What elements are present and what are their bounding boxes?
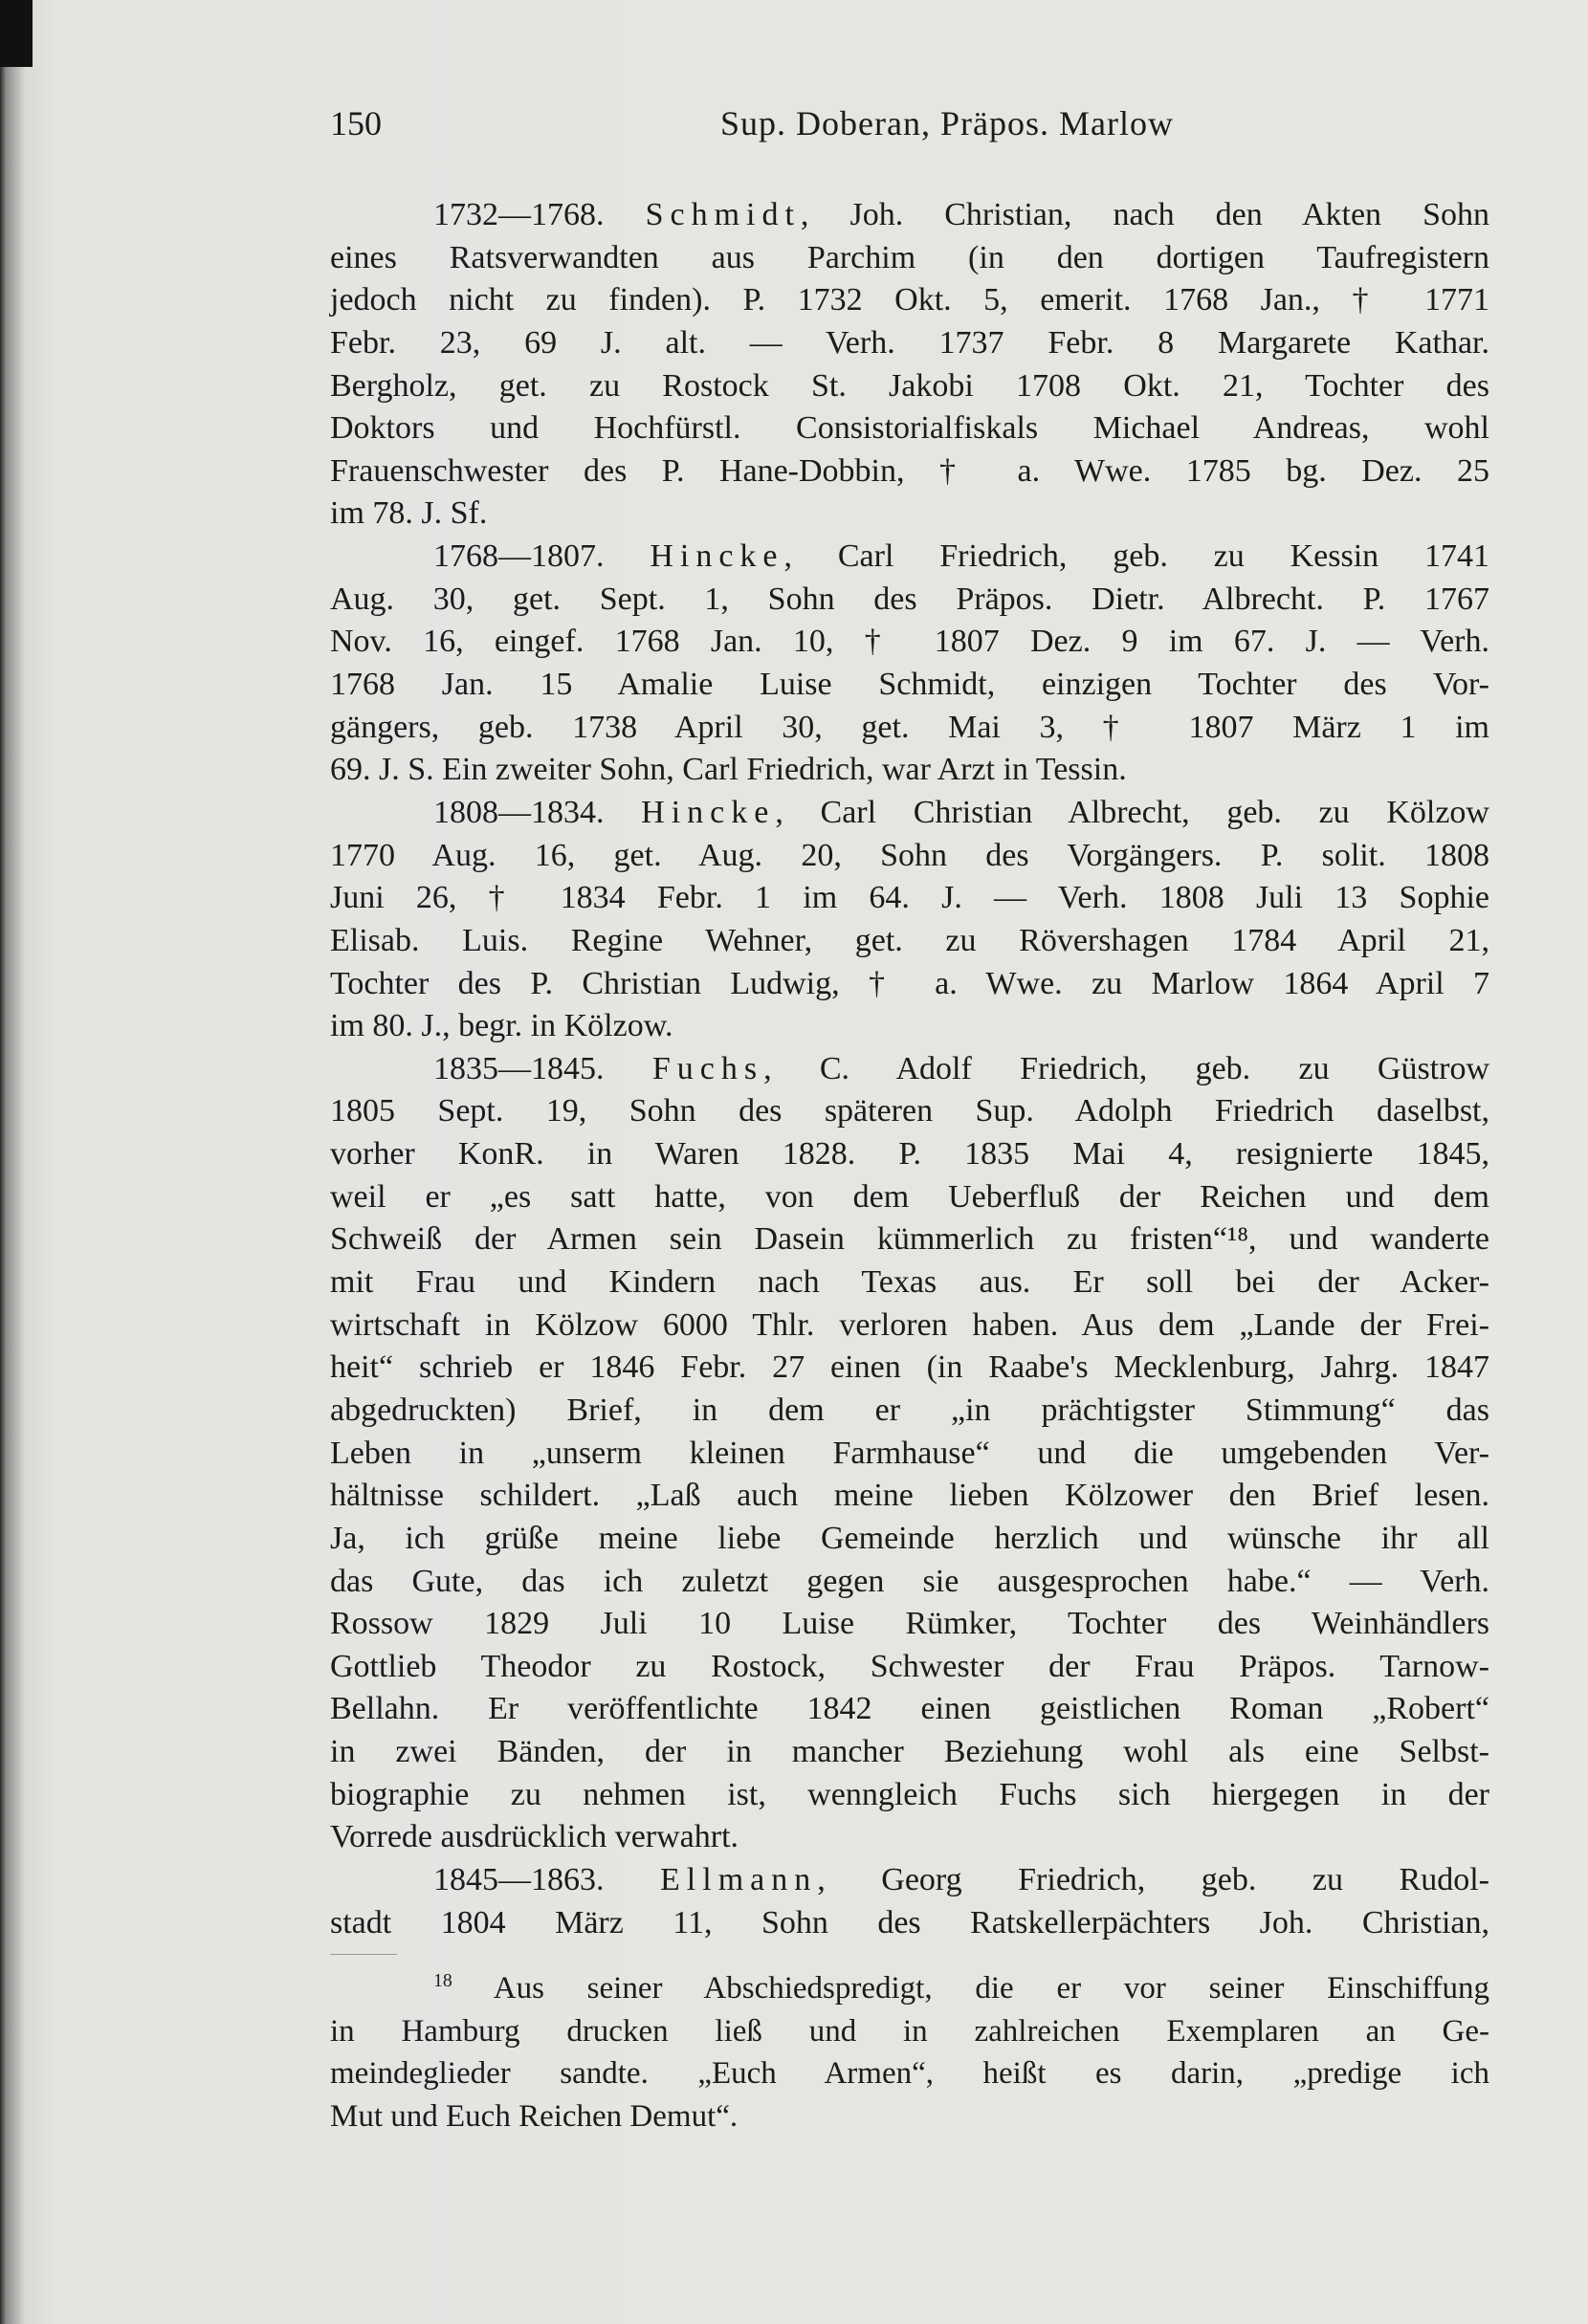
text-line bbox=[330, 194, 1489, 237]
text-line bbox=[330, 792, 1489, 835]
line-text: das Gute, das ich zuletzt gegen sie ausgesprochen habe.“ — Verh. bbox=[330, 1563, 1489, 1599]
line-text: Aug. 30, get. Sept. 1, Sohn des Präpos. Dietr. Albrecht. P. 1767 bbox=[330, 581, 1489, 617]
text-line bbox=[330, 1390, 1489, 1433]
text-line bbox=[330, 1731, 1489, 1774]
text-line bbox=[330, 322, 1489, 365]
line-text: Nov. 16, eingef. 1768 Jan. 10, † 1807 Dez. 9 im 67. J. — Verh. bbox=[330, 624, 1489, 660]
line-text: Ja, ich grüße meine liebe Gemeinde herzlich und wünsche ihr all bbox=[330, 1520, 1489, 1556]
footnote-line bbox=[330, 2052, 1489, 2095]
line-text: , Joh. Christian, nach den Akten Sohn bbox=[800, 197, 1490, 232]
line-text: meindeglieder sandte. „Euch Armen“, heißt es darin, „predige ich bbox=[330, 2056, 1489, 2091]
line-text: Tochter des P. Christian Ludwig, † a. Wwe. zu Marlow 1864 April 7 bbox=[330, 965, 1489, 1001]
text-line bbox=[330, 1090, 1489, 1133]
footnote-line bbox=[330, 1967, 1489, 2010]
line-text: Juni 26, † 1834 Febr. 1 im 64. J. — Verh. 1808 Juli 13 Sophie bbox=[330, 880, 1489, 916]
entry-name: Ellmann bbox=[660, 1861, 818, 1897]
line-text: Doktors und Hochfürstl. Consistorialfiskals Michael Andreas, wohl bbox=[330, 410, 1489, 447]
text-line bbox=[330, 707, 1489, 750]
text-line bbox=[330, 1475, 1489, 1518]
text-line bbox=[330, 1133, 1489, 1176]
text-line bbox=[330, 749, 1489, 792]
text-line bbox=[330, 1347, 1489, 1390]
entry-years: 1732—1768. bbox=[433, 197, 605, 232]
line-text: Rossow 1829 Juli 10 Luise Rümker, Tochter des Weinhändlers bbox=[330, 1606, 1489, 1642]
entry-years: 1808—1834. bbox=[433, 794, 605, 830]
entry-years: 1845—1863. bbox=[433, 1861, 605, 1897]
text-line bbox=[330, 920, 1489, 963]
line-text: , Carl Christian Albrecht, geb. zu Kölzow bbox=[775, 794, 1489, 830]
text-line bbox=[330, 835, 1489, 878]
text-line bbox=[330, 1646, 1489, 1689]
text-line bbox=[330, 1518, 1489, 1561]
line-text: , Georg Friedrich, geb. zu Rudol- bbox=[817, 1861, 1489, 1897]
line-text: hältnisse schildert. „Laß auch meine lieben Kölzower den Brief lesen. bbox=[330, 1478, 1489, 1514]
line-text: Febr. 23, 69 J. alt. — Verh. 1737 Febr. 8 Margarete Kathar. bbox=[330, 324, 1489, 361]
line-text: im 80. J., begr. in Kölzow. bbox=[330, 1008, 673, 1044]
text-line bbox=[330, 1261, 1489, 1305]
entry-name: Schmidt bbox=[645, 197, 801, 232]
text-line bbox=[330, 493, 1489, 536]
line-text: , Carl Friedrich, geb. zu Kessin 1741 bbox=[783, 538, 1489, 575]
entry-years: 1768—1807. bbox=[433, 538, 605, 575]
footnote-line bbox=[330, 2010, 1489, 2053]
line-text: abgedruckten) Brief, in dem er „in prächtigster Stimmung“ das bbox=[330, 1392, 1489, 1428]
footnote-marker: 18 bbox=[433, 1970, 452, 1991]
line-text: wirtschaft in Kölzow 6000 Thlr. verloren haben. Aus dem „Lande der Frei- bbox=[330, 1306, 1489, 1343]
text-line bbox=[330, 963, 1489, 1006]
text-line bbox=[330, 1688, 1489, 1731]
footnote bbox=[330, 1967, 1489, 2138]
footnote-rule bbox=[330, 1954, 397, 1955]
line-text: stadt 1804 März 11, Sohn des Ratskellerpächters Joh. Christian, bbox=[330, 1904, 1489, 1940]
line-text: mit Frau und Kindern nach Texas aus. Er soll bei der Acker- bbox=[330, 1264, 1489, 1301]
text-line bbox=[330, 279, 1489, 322]
text-line bbox=[330, 1561, 1489, 1604]
line-text: , C. Adolf Friedrich, geb. zu Güstrow bbox=[763, 1050, 1490, 1086]
text-line bbox=[330, 1305, 1489, 1348]
line-text: weil er „es satt hatte, von dem Ueberfluß der Reichen und dem bbox=[330, 1178, 1489, 1215]
text-line bbox=[330, 579, 1489, 622]
line-text: Bergholz, get. zu Rostock St. Jakobi 1708 Okt. 21, Tochter des bbox=[330, 367, 1489, 404]
scan-edge bbox=[0, 0, 33, 67]
line-text: 1768 Jan. 15 Amalie Luise Schmidt, einzigen Tochter des Vor- bbox=[330, 667, 1489, 703]
line-text: Mut und Euch Reichen Demut“. bbox=[330, 2098, 739, 2134]
entry-name: Hincke bbox=[650, 538, 784, 575]
text-line bbox=[330, 1816, 1489, 1859]
line-text: jedoch nicht zu finden). P. 1732 Okt. 5, emerit. 1768 Jan., † 1771 bbox=[330, 282, 1489, 318]
text-line bbox=[330, 877, 1489, 920]
main-text bbox=[330, 194, 1489, 1944]
text-line bbox=[330, 407, 1489, 450]
line-text: 1770 Aug. 16, get. Aug. 20, Sohn des Vorgängers. P. solit. 1808 bbox=[330, 837, 1489, 873]
line-text: in Hamburg drucken ließ und in zahlreichen Exemplaren an Ge- bbox=[330, 2013, 1489, 2049]
text-line bbox=[330, 1859, 1489, 1902]
text-line bbox=[330, 365, 1489, 408]
line-text: vorher KonR. in Waren 1828. P. 1835 Mai 4, resignierte 1845, bbox=[330, 1136, 1489, 1173]
line-text: gängers, geb. 1738 April 30, get. Mai 3, † 1807 März 1 im bbox=[330, 709, 1489, 745]
text-line bbox=[330, 450, 1489, 493]
page-header bbox=[330, 103, 1489, 145]
line-text: Schweiß der Armen sein Dasein kümmerlich zu fristen“¹⁸, und wanderte bbox=[330, 1221, 1489, 1258]
line-text: 69. J. S. Ein zweiter Sohn, Carl Friedrich, war Arzt in Tessin. bbox=[330, 752, 1127, 788]
text-line bbox=[330, 1176, 1489, 1219]
line-text: Gottlieb Theodor zu Rostock, Schwester der Frau Präpos. Tarnow- bbox=[330, 1648, 1489, 1684]
footnote-line bbox=[330, 2095, 1489, 2138]
text-line bbox=[330, 1774, 1489, 1817]
line-text: Vorrede ausdrücklich verwahrt. bbox=[330, 1819, 739, 1855]
text-line bbox=[330, 1218, 1489, 1261]
running-title: Sup. Doberan, Präpos. Marlow bbox=[720, 104, 1174, 143]
text-line bbox=[330, 664, 1489, 707]
text-line bbox=[330, 1433, 1489, 1476]
line-text: in zwei Bänden, der in mancher Beziehung wohl als eine Selbst- bbox=[330, 1734, 1489, 1770]
text-line bbox=[330, 1005, 1489, 1048]
line-text: 1805 Sept. 19, Sohn des späteren Sup. Adolph Friedrich daselbst, bbox=[330, 1093, 1489, 1129]
text-line bbox=[330, 536, 1489, 579]
entry-years: 1835—1845. bbox=[433, 1050, 605, 1086]
line-text: im 78. J. Sf. bbox=[330, 495, 488, 532]
page-number: 150 bbox=[330, 104, 382, 143]
line-text: biographie zu nehmen ist, wenngleich Fuchs sich hiergegen in der bbox=[330, 1776, 1489, 1812]
line-text: Frauenschwester des P. Hane-Dobbin, † a. Wwe. 1785 bg. Dez. 25 bbox=[330, 452, 1489, 489]
line-text: Elisab. Luis. Regine Wehner, get. zu Rövershagen 1784 April 21, bbox=[330, 922, 1489, 958]
text-line bbox=[330, 621, 1489, 664]
line-text: eines Ratsverwandten aus Parchim (in den dortigen Taufregistern bbox=[330, 239, 1489, 275]
line-text: Bellahn. Er veröffentlichte 1842 einen geistlichen Roman „Robert“ bbox=[330, 1691, 1489, 1727]
entry-name: Hincke bbox=[641, 794, 776, 830]
line-text: Leben in „unserm kleinen Farmhause“ und die umgebenden Ver- bbox=[330, 1435, 1489, 1471]
entry-name: Fuchs bbox=[651, 1050, 764, 1086]
text-line bbox=[330, 1048, 1489, 1091]
line-text: heit“ schrieb er 1846 Febr. 27 einen (in Raabe's Mecklenburg, Jahrg. 1847 bbox=[330, 1349, 1489, 1386]
text-line bbox=[330, 1902, 1489, 1945]
text-line bbox=[330, 1603, 1489, 1646]
text-line bbox=[330, 237, 1489, 280]
line-text: Aus seiner Abschiedspredigt, die er vor seiner Einschiffung bbox=[493, 1971, 1490, 2006]
